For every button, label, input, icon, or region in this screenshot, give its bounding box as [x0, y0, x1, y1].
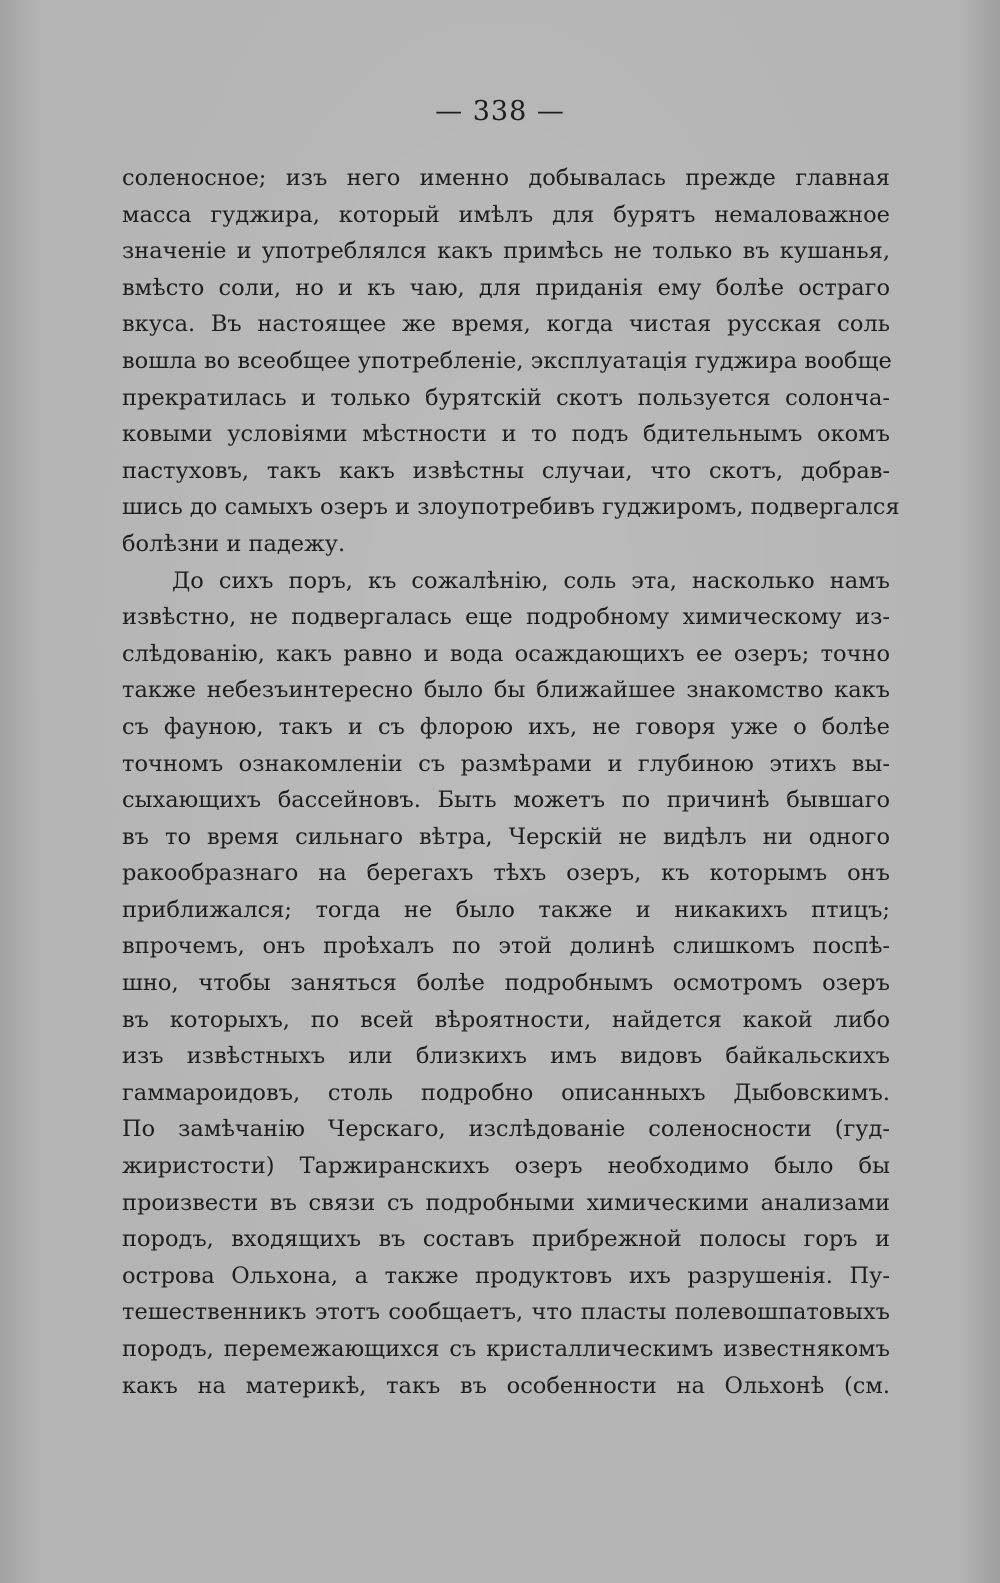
- text-line: тешественникъ этотъ сообщаетъ, что пласты полевошпатовыхъ: [122, 1299, 890, 1326]
- text-line: впрочемъ, онъ проѣхалъ по этой долинѣ слишкомъ поспѣ-: [122, 933, 890, 960]
- text-line: произвести въ связи съ подробными химическими анализами: [122, 1189, 890, 1216]
- text-line: точномъ ознакомленіи съ размѣрами и глубиною этихъ вы-: [122, 750, 890, 777]
- text-line: извѣстно, не подвергалась еще подробному химическому из-: [122, 604, 890, 631]
- paragraph: [122, 160, 900, 563]
- text-line: значеніе и употреблялся какъ примѣсь не только въ кушанья,: [122, 238, 890, 265]
- text-line: ракообразнаго на берегахъ тѣхъ озеръ, къ которымъ онъ: [122, 860, 890, 887]
- text-line: приближался; тогда не было также и никакихъ птицъ;: [122, 896, 890, 923]
- text-line: изъ извѣстныхъ или близкихъ имъ видовъ байкальскихъ: [122, 1043, 890, 1070]
- text-line: До сихъ поръ, къ сожалѣнію, соль эта, насколько намъ: [172, 567, 890, 594]
- text-line: какъ на материкѣ, такъ въ особенности на Ольхонѣ (см.: [122, 1372, 890, 1399]
- text-line: шно, чтобы заняться болѣе подробнымъ осмотромъ озеръ: [122, 970, 890, 997]
- text-line: породъ, входящихъ въ составъ прибрежной полосы горъ и: [122, 1226, 890, 1253]
- text-line: масса гуджира, который имѣлъ для бурятъ немаловажное: [122, 201, 890, 228]
- page-number: — 338 —: [435, 96, 565, 127]
- text-line: шись до самыхъ озеръ и злоупотребивъ гуджиромъ, подвергался: [122, 494, 900, 521]
- text-line: соленосное; изъ него именно добывалась прежде главная: [122, 165, 890, 191]
- text-line: также небезъинтересно было бы ближайшее знакомство какъ: [122, 677, 890, 704]
- text-line: сыхающихъ бассейновъ. Быть можетъ по причинѣ бывшаго: [122, 787, 890, 814]
- text-line: гаммароидовъ, столь подробно описанныхъ Дыбовскимъ.: [122, 1079, 890, 1106]
- text-line: болѣзни и падежу.: [122, 530, 346, 557]
- text-line: острова Ольхона, а также продуктовъ ихъ разрушенія. Пу-: [122, 1262, 890, 1289]
- text-line: вкуса. Въ настоящее же время, когда чистая русская соль: [122, 311, 890, 338]
- text-line: вошла во всеобщее употребленіе, эксплуатація гуджира вообще: [122, 347, 892, 374]
- text-line: прекратилась и только бурятскій скотъ пользуется солонча-: [122, 384, 890, 411]
- text-line: жиристости) Таржиранскихъ озеръ необходимо было бы: [122, 1153, 890, 1180]
- text-line: ковыми условіями мѣстности и то подъ бдительнымъ окомъ: [122, 421, 890, 448]
- paragraph: [122, 563, 890, 1405]
- text-line: съ фауною, такъ и съ флорою ихъ, не говоря уже о болѣе: [122, 713, 890, 740]
- body-text: [122, 160, 900, 1404]
- text-line: слѣдованію, какъ равно и вода осаждающихъ ее озеръ; точно: [122, 640, 890, 667]
- text-line: пастуховъ, такъ какъ извѣстны случаи, что скотъ, добрав-: [122, 457, 890, 484]
- text-line: По замѣчанію Черскаго, изслѣдованіе соленосности (гуд-: [122, 1116, 890, 1143]
- text-line: вмѣсто соли, но и къ чаю, для приданія ему болѣе остраго: [122, 274, 890, 301]
- text-line: въ то время сильнаго вѣтра, Черскій не видѣлъ ни одного: [122, 823, 890, 850]
- text-line: въ которыхъ, по всей вѣроятности, найдется какой либо: [122, 1006, 890, 1033]
- text-line: породъ, перемежающихся съ кристаллическимъ известнякомъ: [122, 1336, 890, 1362]
